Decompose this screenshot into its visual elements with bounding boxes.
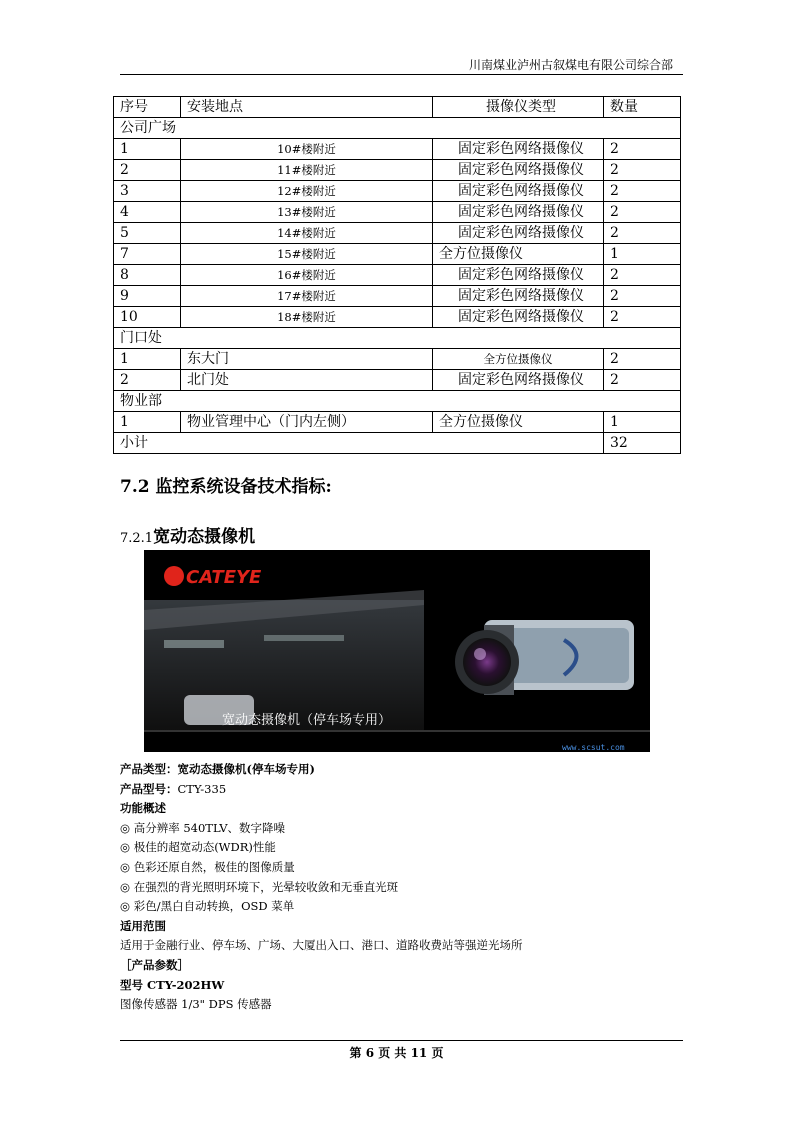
feature-item: ◎ 高分辨率 540TLV、数字降噪 bbox=[120, 820, 286, 835]
table-row bbox=[114, 139, 681, 160]
cell: 2 bbox=[604, 160, 681, 181]
product-type-value: 宽动态摄像机(停车场专用) bbox=[177, 762, 315, 776]
table-row bbox=[114, 265, 681, 286]
table-row bbox=[114, 202, 681, 223]
cell: 5 bbox=[114, 223, 181, 244]
cell: 1 bbox=[114, 412, 181, 433]
banner-brand: CATEYE bbox=[186, 567, 262, 588]
table-header-row bbox=[114, 97, 681, 118]
cell: 1 bbox=[114, 349, 181, 370]
cell: 2 bbox=[604, 370, 681, 391]
group-label: 公司广场 bbox=[114, 118, 681, 139]
cell: 全方位摄像仪 bbox=[433, 244, 604, 265]
cell: 1 bbox=[604, 412, 681, 433]
subtotal-value: 32 bbox=[604, 433, 681, 454]
cell: 7 bbox=[114, 244, 181, 265]
cell: 东大门 bbox=[181, 349, 433, 370]
table-row bbox=[114, 160, 681, 181]
header-rule bbox=[120, 74, 683, 75]
cell: 10#楼附近 bbox=[181, 139, 433, 160]
table-row bbox=[114, 223, 681, 244]
param-sensor: 图像传感器 1/3" DPS 传感器 bbox=[120, 997, 272, 1012]
cell: 2 bbox=[604, 265, 681, 286]
footer-rule bbox=[120, 1040, 683, 1041]
cell: 固定彩色网络摄像仪 bbox=[433, 139, 604, 160]
cell: 固定彩色网络摄像仪 bbox=[433, 223, 604, 244]
cell: 2 bbox=[114, 370, 181, 391]
cell: 2 bbox=[604, 307, 681, 328]
cell: 9 bbox=[114, 286, 181, 307]
group-row bbox=[114, 328, 681, 349]
cell: 1 bbox=[604, 244, 681, 265]
table-row bbox=[114, 349, 681, 370]
cell: 固定彩色网络摄像仪 bbox=[433, 202, 604, 223]
subtotal-row bbox=[114, 433, 681, 454]
cell: 固定彩色网络摄像仪 bbox=[433, 160, 604, 181]
cell: 固定彩色网络摄像仪 bbox=[433, 286, 604, 307]
cell: 2 bbox=[604, 202, 681, 223]
subsection-title: 宽动态摄像机 bbox=[153, 527, 256, 547]
table-row bbox=[114, 370, 681, 391]
cell: 12#楼附近 bbox=[181, 181, 433, 202]
cell: 10 bbox=[114, 307, 181, 328]
table-row bbox=[114, 307, 681, 328]
cell: 17#楼附近 bbox=[181, 286, 433, 307]
group-row bbox=[114, 391, 681, 412]
group-label: 物业部 bbox=[114, 391, 681, 412]
cell: 8 bbox=[114, 265, 181, 286]
cell: 物业管理中心（门内左侧） bbox=[181, 412, 433, 433]
table-row bbox=[114, 181, 681, 202]
banner-url: www.scsut.com bbox=[562, 743, 625, 752]
cell: 4 bbox=[114, 202, 181, 223]
cell: 固定彩色网络摄像仪 bbox=[433, 181, 604, 202]
header-cell: 摄像仪类型 bbox=[433, 97, 604, 118]
cell: 15#楼附近 bbox=[181, 244, 433, 265]
table-row bbox=[114, 244, 681, 265]
section-heading: 7.2 监控系统设备技术指标: bbox=[120, 477, 332, 497]
header-cell: 安装地点 bbox=[181, 97, 433, 118]
cell: 11#楼附近 bbox=[181, 160, 433, 181]
table-row bbox=[114, 286, 681, 307]
group-row bbox=[114, 118, 681, 139]
product-model-value: CTY-335 bbox=[177, 781, 227, 796]
scope-heading: 适用范围 bbox=[120, 918, 166, 933]
cell: 北门处 bbox=[181, 370, 433, 391]
feature-item: ◎ 色彩还原自然，极佳的图像质量 bbox=[120, 859, 295, 874]
product-model bbox=[120, 780, 523, 800]
feature-item: ◎ 彩色/黑白自动转换，OSD 菜单 bbox=[120, 899, 295, 914]
subsection-heading bbox=[120, 522, 255, 547]
product-type-label: 产品类型： bbox=[120, 762, 178, 776]
cell: 2 bbox=[604, 349, 681, 370]
cell: 2 bbox=[114, 160, 181, 181]
subsection-number: 7.2.1 bbox=[120, 531, 154, 546]
camera-table bbox=[113, 96, 681, 454]
group-label: 门口处 bbox=[114, 328, 681, 349]
scope-text: 适用于金融行业、停车场、广场、大厦出入口、港口、道路收费站等强逆光场所 bbox=[120, 938, 523, 953]
cell: 16#楼附近 bbox=[181, 265, 433, 286]
cell: 1 bbox=[114, 139, 181, 160]
cell: 2 bbox=[604, 181, 681, 202]
header-company: 川南煤业泸州古叙煤电有限公司综合部 bbox=[468, 58, 673, 72]
product-model-label: 产品型号： bbox=[120, 781, 178, 796]
cell: 14#楼附近 bbox=[181, 223, 433, 244]
header-cell: 序号 bbox=[114, 97, 181, 118]
product-description bbox=[120, 760, 523, 1015]
cell: 2 bbox=[604, 223, 681, 244]
cell: 18#楼附近 bbox=[181, 307, 433, 328]
banner-caption: 宽动态摄像机（停车场专用） bbox=[222, 713, 392, 728]
product-banner-image bbox=[144, 550, 650, 752]
banner-graphic bbox=[144, 550, 650, 752]
cell: 固定彩色网络摄像仪 bbox=[433, 370, 604, 391]
cell: 3 bbox=[114, 181, 181, 202]
table-row bbox=[114, 412, 681, 433]
cell: 全方位摄像仪 bbox=[433, 349, 604, 370]
cell: 固定彩色网络摄像仪 bbox=[433, 265, 604, 286]
params-heading: ［产品参数］ bbox=[120, 957, 189, 972]
cell: 2 bbox=[604, 286, 681, 307]
param-model: 型号 CTY-202HW bbox=[120, 977, 225, 992]
feature-item: ◎ 极佳的超宽动态(WDR)性能 bbox=[120, 840, 276, 855]
cell: 固定彩色网络摄像仪 bbox=[433, 307, 604, 328]
header-cell: 数量 bbox=[604, 97, 681, 118]
cell: 全方位摄像仪 bbox=[433, 412, 604, 433]
overview-heading: 功能概述 bbox=[120, 801, 166, 816]
cell: 13#楼附近 bbox=[181, 202, 433, 223]
product-type bbox=[120, 760, 523, 780]
cell: 2 bbox=[604, 139, 681, 160]
page-number: 第 6 页 共 11 页 bbox=[349, 1046, 444, 1060]
subtotal-label: 小计 bbox=[114, 433, 604, 454]
feature-item: ◎ 在强烈的背光照明环境下，光晕较收敛和无垂直光斑 bbox=[120, 879, 399, 894]
